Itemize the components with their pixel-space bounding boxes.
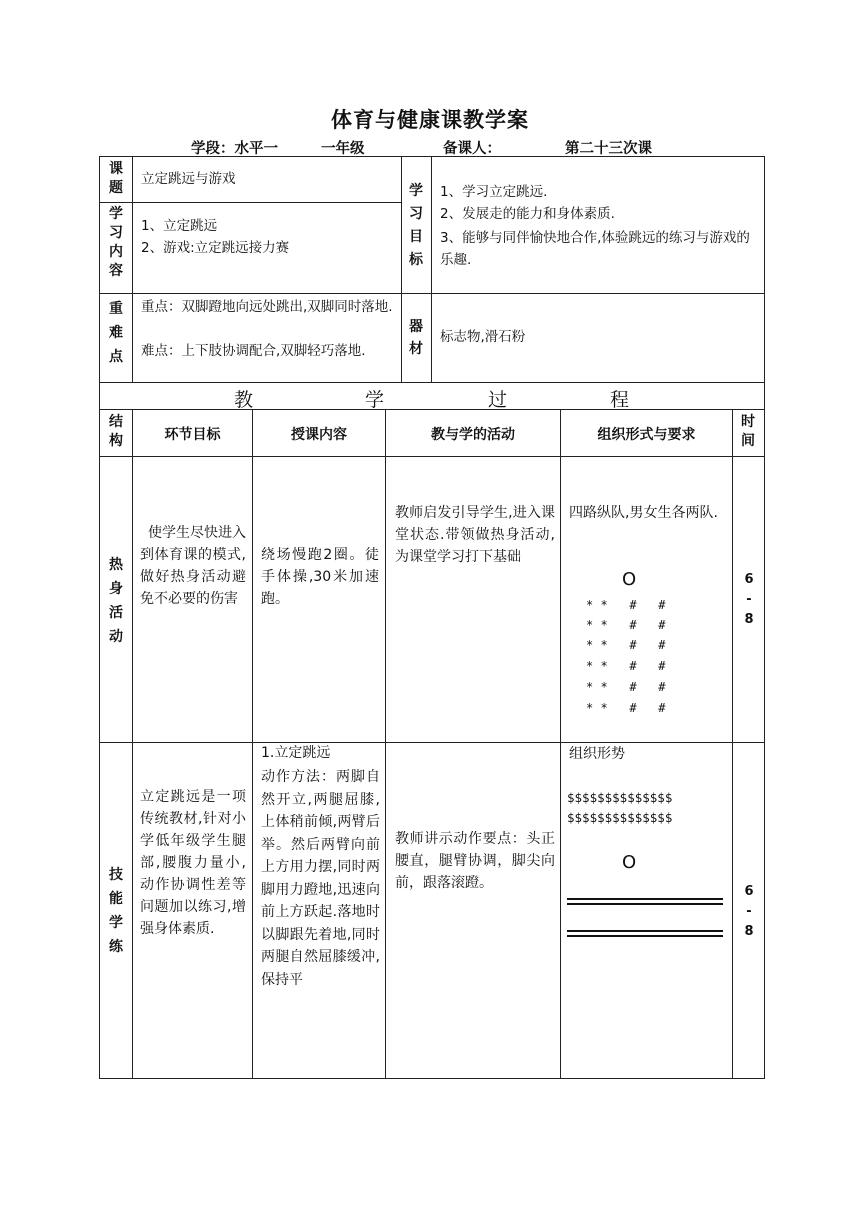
stage-label: 学段：水平一: [191, 141, 278, 157]
preparer-label: 备课人：: [443, 141, 501, 157]
row2-org-title: 组织形势: [569, 746, 625, 762]
difficult-point: 难点：上下肢协调配合,双脚轻巧落地.: [141, 343, 366, 359]
row2-formation-1: $$$$$$$$$$$$$$: [567, 790, 673, 805]
row1-goal: 使学生尽快进入到体育课的模式,做好热身活动避免不必要的伤害: [140, 525, 246, 607]
row2-goal: 立定跳远是一项传统教材,针对小学低年级学生腿部,腰腹力量小,动作协调性差等问题加以练习,增强身体素质.: [140, 789, 246, 937]
row2-activity: 教师讲示动作要点：头正腰直，腿臂协调，脚尖向前，跟落滚蹬。: [395, 831, 555, 891]
row1-time: 6-8: [744, 572, 754, 627]
row1-structure: 热身活动: [109, 557, 123, 645]
banner-char-4: 程: [610, 389, 630, 411]
row1-formation-5: * * # #: [586, 680, 666, 694]
col-content: 授课内容: [291, 427, 347, 443]
row1-org-text: 四路纵队,男女生各两队.: [569, 505, 718, 521]
topic-label: 课题: [109, 161, 123, 196]
row1-formation-6: * * # #: [586, 701, 666, 715]
row1-teacher-symbol: O: [622, 569, 637, 590]
row2-content-title: 1.立定跳远: [261, 745, 331, 761]
row1-activity-cell: [385, 456, 561, 743]
key-label: 重难点: [109, 301, 123, 365]
key-point: 重点：双脚蹬地向远处跳出,双脚同时落地.: [141, 299, 393, 315]
row1-formation-4: * * # #: [586, 659, 666, 673]
row2-time: 6-8: [744, 884, 754, 939]
col-org: 组织形式与要求: [597, 427, 696, 443]
col-time: 时间: [741, 414, 755, 449]
row2-teacher-symbol: O: [622, 852, 637, 873]
row1-formation-1: * * # #: [586, 598, 666, 612]
row2-content: 动作方法：两脚自然开立,两腿屈膝,上体稍前倾,两臂后举。然后两臂向前上方用力摆,同时两脚用力蹬地,迅速向前上方跃起.落地时以脚跟先着地,同时两腿自然屈膝缓冲,保持平: [261, 769, 380, 988]
col-activity: 教与学的活动: [431, 427, 515, 443]
goal-2: 2、发展走的能力和身体素质.: [440, 206, 615, 222]
row2-activity-cell: [385, 742, 561, 1079]
goal-3: 3、能够与同伴愉快地合作,体验跳远的练习与游戏的乐趣.: [440, 230, 750, 268]
row1-content: 绕场慢跑2圈。徒手体操,30米加速跑。: [261, 547, 379, 607]
banner-char-1: 教: [234, 389, 254, 411]
banner-char-2: 学: [365, 389, 385, 411]
col-goal: 环节目标: [164, 427, 221, 443]
row1-formation-2: * * # #: [586, 618, 666, 632]
row2-line-group-1: [567, 898, 723, 905]
header-line: [0, 137, 860, 157]
row1-activity: 教师启发引导学生,进入课堂状态.带领做热身活动,为课堂学习打下基础: [395, 505, 555, 565]
goals-label: 学习目标: [409, 183, 423, 268]
lesson-label: 第二十三次课: [565, 141, 652, 157]
content-label: 学习内容: [109, 206, 123, 279]
grade-label: 一年级: [321, 141, 365, 157]
cell-goals: [431, 156, 765, 294]
topic-value: 立定跳远与游戏: [141, 171, 236, 187]
process-banner: [99, 382, 765, 410]
row1-formation-3: * * # #: [586, 638, 666, 652]
equipment-label: 器材: [409, 319, 423, 357]
equipment-value: 标志物,滑石粉: [440, 329, 526, 345]
row2-line-group-2: [567, 930, 723, 937]
goal-1: 1、学习立定跳远.: [440, 184, 548, 200]
banner-char-3: 过: [488, 389, 508, 411]
page-title: 体育与健康课教学案: [331, 108, 529, 132]
content-line-2: 2、游戏:立定跳远接力赛: [141, 240, 290, 256]
content-line-1: 1、立定跳远: [141, 218, 218, 234]
col-structure: 结构: [109, 414, 123, 449]
row2-formation-2: $$$$$$$$$$$$$$: [567, 810, 673, 825]
row2-structure: 技能学练: [109, 867, 123, 955]
